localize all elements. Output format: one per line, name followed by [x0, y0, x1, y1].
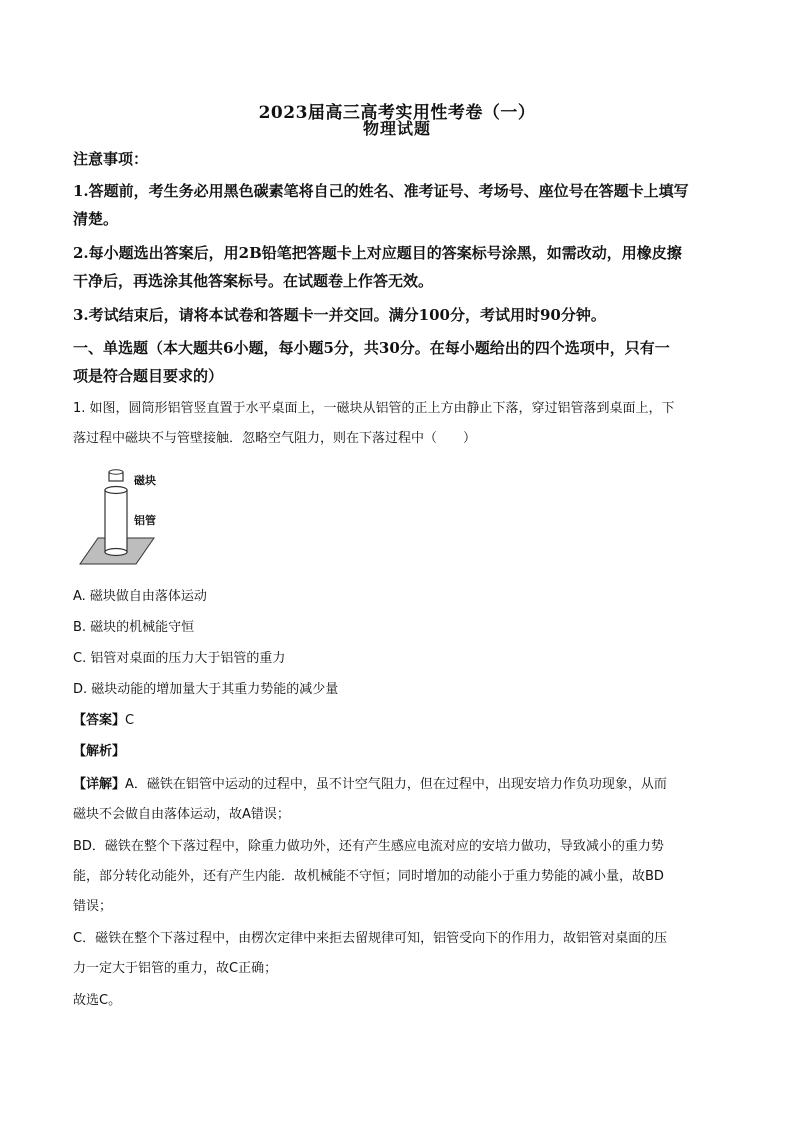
notice-item-1-line-1: 1.答题前，考生务必用黑色碳素笔将自己的姓名、准考证号、考场号、座位号在答题卡上填写 [73, 182, 689, 200]
option-c: C. 铝管对桌面的压力大于铝管的重力 [73, 651, 286, 666]
section-heading-line-2: 项是符合题目要求的） [73, 367, 224, 385]
detail-line-1 [73, 772, 723, 798]
notice-item-3: 3.考试结束后，请将本试卷和答题卡一并交回。满分100分，考试用时90分钟。 [73, 306, 606, 324]
exam-subtitle: 物理试题 [362, 119, 431, 138]
detail-line-4: 能，部分转化动能外，还有产生内能．故机械能不守恒；同时增加的动能小于重力势能的减小量，故BD [73, 869, 664, 884]
notice-heading: 注意事项： [73, 150, 149, 168]
tube-bottom-rim [105, 549, 127, 556]
notice-item-2-line-2: 干净后，再选涂其他答案标号。在试题卷上作答无效。 [73, 272, 434, 290]
answer-value: C [125, 713, 135, 728]
option-d: D. 磁块动能的增加量大于其重力势能的减少量 [73, 682, 339, 697]
question-1-stem-line-1: 1. 如图，圆筒形铝管竖直置于水平桌面上，一磁块从铝管的正上方由静止下落，穿过铝管落到桌面上，下 [73, 401, 675, 416]
tube-top-rim [105, 487, 127, 494]
magnet-label: 磁块 [134, 474, 156, 487]
notice-item-1-line-2: 清楚。 [73, 210, 119, 228]
notice-item-2-line-1: 2.每小题选出答案后，用2B铅笔把答题卡上对应题目的答案标号涂黑，如需改动，用橡皮擦 [73, 244, 682, 262]
detail-line-2: 磁块不会做自由落体运动，故A错误； [73, 807, 290, 822]
section-heading-line-1: 一、单选题（本大题共6小题，每小题5分，共30分。在每小题给出的四个选项中，只有一 [73, 339, 670, 357]
magnet-top [109, 470, 123, 474]
option-a: A. 磁块做自由落体运动 [73, 589, 207, 604]
answer-tag: 【答案】 [73, 713, 126, 728]
option-b: B. 磁块的机械能守恒 [73, 620, 195, 635]
detail-line-3: BD．磁铁在整个下落过程中，除重力做功外，还有产生感应电流对应的安培力做功，导致减小的重力势 [73, 839, 664, 854]
tube-label: 铝管 [134, 514, 156, 527]
detail-text-1: A．磁铁在铝管中运动的过程中，虽不计空气阻力，但在过程中，出现安培力作负功现象，从而 [125, 777, 667, 792]
aluminum-tube-shape [105, 490, 127, 552]
detail-line-5: 错误； [73, 899, 113, 914]
analysis-tag: 【解析】 [73, 744, 126, 759]
question-1-stem-line-2: 落过程中磁块不与管壁接触．忽略空气阻力，则在下落过程中（ ） [73, 431, 477, 446]
conclusion: 故选C。 [73, 993, 122, 1008]
detail-line-7: 力一定大于铝管的重力，故C正确； [73, 961, 278, 976]
exam-title: 2023届高三高考实用性考卷（一） [258, 103, 536, 123]
detail-line-6: C．磁铁在整个下落过程中，由楞次定律中来拒去留规律可知，铝管受向下的作用力，故铝管对桌面的压 [73, 931, 668, 946]
answer-line [73, 710, 134, 732]
question-1-figure [78, 468, 168, 568]
detail-tag: 【详解】 [73, 777, 126, 792]
